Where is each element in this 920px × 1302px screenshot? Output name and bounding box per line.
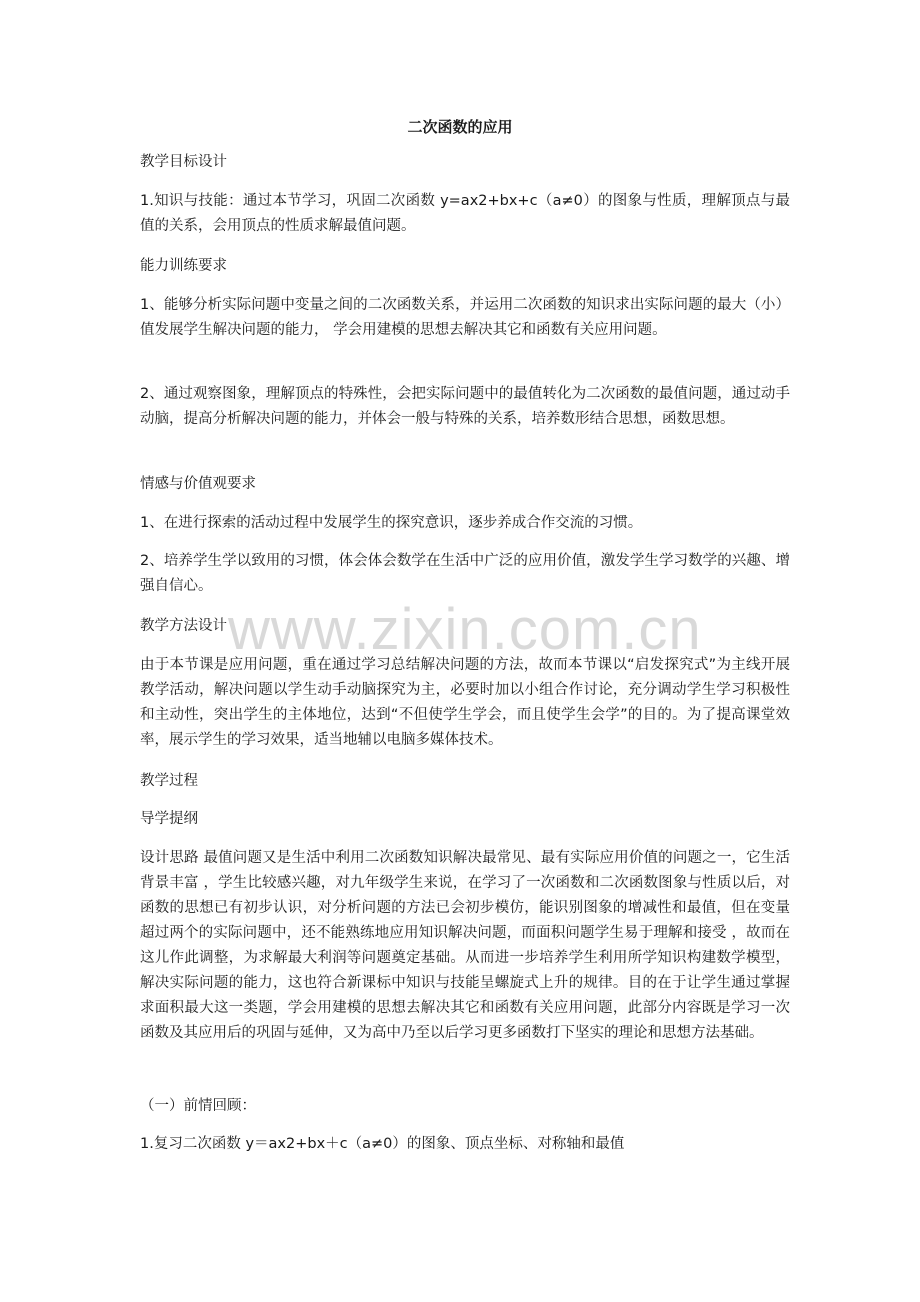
watermark-text: www.zixin.com.cn [228, 597, 702, 662]
heading-review: （一）前情回顾： [140, 1098, 256, 1114]
document-title: 二次函数的应用 [407, 118, 513, 136]
paragraph-review-1: 1.复习二次函数 y＝ax2+bx＋c（a≠0）的图象、顶点坐标、对称轴和最值 [140, 1136, 625, 1152]
paragraph-design-idea: 设计思路 最值问题又是生活中利用二次函数知识解决最常见、最有实际应用价值的问题之一，它生活背景丰富 ，学生比较感兴趣，对九年级学生来说，在学习了一次函数和二次函数图象与性质以后，对函数的思想已有初步认识，对分析问题的方法已会初步模仿，能识别图象的增减性和最值，但在变量超过两个的实际问题中，还不能熟练地应用知识解决问题，而面积问题学生易于理解和接受 ，故而在这儿作此调整，为求解最大利润等问题奠定基础。从而进一步培养学生利用所学知识构建数学模型，解决实际问题的能力，这也符合新课标中知识与技能呈螺旋式上升的规律。目的在于让学生通过掌握求面积最大这一类题，学会用建模的思想去解决其它和函数有关应用问题，此部分内容既是学习一次函数及其应用后的巩固与延伸，又为高中乃至以后学习更多函数打下坚实的理论和思想方法基础。 [140, 850, 790, 1041]
paragraph-ability-2: 2、通过观察图象，理解顶点的特殊性，会把实际问题中的最值转化为二次函数的最值问题，通过动手动脑，提高分析解决问题的能力，并体会一般与特殊的关系，培养数形结合思想，函数思想。 [140, 386, 790, 427]
paragraph-emotion-2: 2、培养学生学以致用的习惯，体会体会数学在生活中广泛的应用价值，激发学生学习数学的兴趣、增强自信心。 [140, 553, 790, 594]
heading-teaching-process: 教学过程 [140, 773, 198, 789]
heading-guide-outline: 导学提纲 [140, 811, 198, 827]
heading-teaching-method: 教学方法设计 [140, 618, 227, 634]
paragraph-knowledge-skills: 1.知识与技能：通过本节学习，巩固二次函数 y=ax2+bx+c（a≠0）的图象与性质，理解顶点与最值的关系，会用顶点的性质求解最值问题。 [140, 193, 790, 234]
heading-emotion-values: 情感与价值观要求 [140, 476, 256, 492]
paragraph-emotion-1: 1、在进行探索的活动过程中发展学生的探究意识，逐步养成合作交流的习惯。 [140, 515, 643, 531]
paragraph-ability-1: 1、能够分析实际问题中变量之间的二次函数关系，并运用二次函数的知识求出实际问题的最大（小）值发展学生解决问题的能力， 学会用建模的思想去解决其它和函数有关应用问题。 [140, 297, 790, 338]
heading-ability-training: 能力训练要求 [140, 258, 227, 274]
paragraph-teaching-method: 由于本节课是应用问题，重在通过学习总结解决问题的方法，故而本节课以“启发探究式”为主线开展教学活动，解决问题以学生动手动脑探究为主，必要时加以小组合作讨论，充分调动学生学习积极性和主动性，突出学生的主体地位，达到“不但使学生学会，而且使学生会学”的目的。为了提高课堂效率，展示学生的学习效果，适当地辅以电脑多媒体技术。 [140, 657, 790, 748]
heading-teaching-goals: 教学目标设计 [140, 154, 227, 170]
